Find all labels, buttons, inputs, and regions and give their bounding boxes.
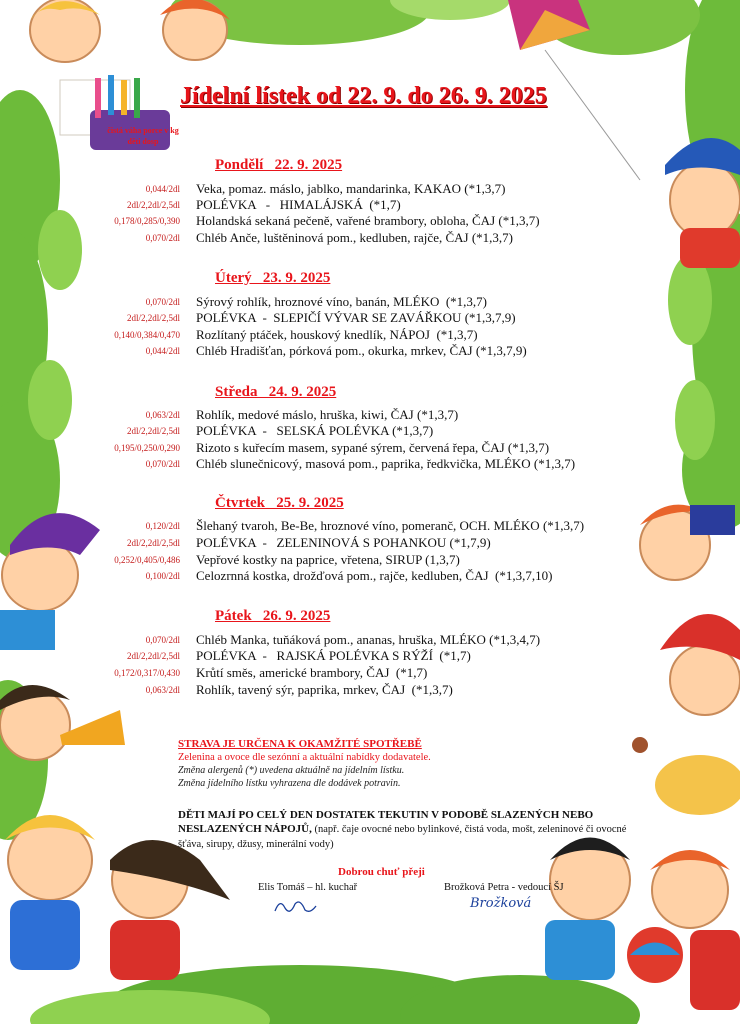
manager-signature: Brožková <box>470 896 532 911</box>
portion-size: 0,120/2dl <box>145 521 180 531</box>
manager-name: Brožková Petra - vedoucí ŠJ <box>444 882 564 893</box>
portion-size: 2dl/2,2dl/2,5dl <box>126 200 180 210</box>
meal-text: POLÉVKA - SELSKÁ POLÉVKA (*1,3,7) <box>196 423 434 438</box>
drinks-note <box>178 808 638 852</box>
allergen-note: Změna alergenů (*) uvedena aktuálně na jídelním lístku. <box>178 765 405 776</box>
portion-size: 0,063/2dl <box>145 685 180 695</box>
day-heading: Čtvrtek 25. 9. 2025 <box>215 495 344 511</box>
portion-size: 0,252/0,405/0,486 <box>114 555 180 565</box>
portion-size: 0,172/0,317/0,430 <box>114 668 180 678</box>
portion-size: 2dl/2,2dl/2,5dl <box>126 538 180 548</box>
menu-row <box>80 310 700 328</box>
portion-size: 0,044/2dl <box>145 346 180 356</box>
change-note: Změna jídelního lístku vyhrazena dle dodávek potravin. <box>178 778 401 789</box>
drinks-lead: DĚTI MAJÍ PO CELÝ DEN DOSTATEK TEKUTIN V PODOBĚ SLAZENÝCH NEBO NESLAZENÝCH NÁPOJŮ, <box>178 809 594 835</box>
cook-signature <box>270 896 320 918</box>
day-heading: Úterý 23. 9. 2025 <box>215 270 331 286</box>
meal-text: Vepřové kostky na paprice, vřetena, SIRUP (1,3,7) <box>196 552 460 567</box>
meal-text: POLÉVKA - RAJSKÁ POLÉVKA S RÝŽÍ (*1,7) <box>196 648 471 663</box>
portion-size: 0,070/2dl <box>145 233 180 243</box>
meal-text: Rizoto s kuřecím masem, sypané sýrem, červená řepa, ČAJ (*1,3,7) <box>196 440 550 455</box>
menu-row <box>80 648 700 666</box>
portion-size: 0,178/0,285/0,390 <box>114 216 180 226</box>
menu-row <box>80 423 700 441</box>
meal-text: Rozlítaný ptáček, houskový knedlík, NÁPOJ (*1,3,7) <box>196 327 478 342</box>
portion-size: 0,070/2dl <box>145 297 180 307</box>
drinks-detail: (např. čaje ovocné nebo bylinkové, čistá voda, mošt, zeleninové či ovocné šťáva, sirupy, džusy, minerální vody) <box>178 824 627 850</box>
day-heading: Pátek 26. 9. 2025 <box>215 608 331 624</box>
portion-note-line: děti dosp <box>127 137 159 146</box>
meal-text: POLÉVKA - ZELENINOVÁ S POHANKOU (*1,7,9) <box>196 535 491 550</box>
portion-size: 2dl/2,2dl/2,5dl <box>126 426 180 436</box>
greeting: Dobrou chuť přeji <box>338 866 425 878</box>
portion-size: 0,195/0,250/0,290 <box>114 443 180 453</box>
portion-size: 0,070/2dl <box>145 459 180 469</box>
portion-size: 0,063/2dl <box>145 410 180 420</box>
meal-text: Celozrnná kostka, drožďová pom., rajče, kedluben, ČAJ (*1,3,7,10) <box>196 568 553 583</box>
menu-row <box>80 568 700 586</box>
meal-text: Veka, pomaz. máslo, jablko, mandarinka, KAKAO (*1,3,7) <box>196 181 506 196</box>
meal-text: Chléb Anče, luštěninová pom., kedluben, rajče, ČAJ (*1,3,7) <box>196 230 513 245</box>
portion-size: 0,070/2dl <box>145 635 180 645</box>
portion-size: 2dl/2,2dl/2,5dl <box>126 651 180 661</box>
menu-row <box>80 343 700 361</box>
meal-text: Šlehaný tvaroh, Be-Be, hroznové víno, pomeranč, OCH. MLÉKO (*1,3,7) <box>196 518 585 533</box>
portion-note-line: čistá váha porce v kg <box>107 126 179 135</box>
meal-text: Sýrový rohlík, hroznové víno, banán, MLÉKO (*1,3,7) <box>196 294 488 309</box>
portion-size: 0,100/2dl <box>145 571 180 581</box>
portion-size: 0,044/2dl <box>145 184 180 194</box>
menu-row <box>80 535 700 553</box>
menu-notes <box>178 738 498 789</box>
meal-text: Chléb Manka, tuňáková pom., ananas, hruška, MLÉKO (*1,3,4,7) <box>196 632 541 647</box>
meal-text: Holandská sekaná pečeně, vařené brambory, obloha, ČAJ (*1,3,7) <box>196 213 540 228</box>
meal-text: Rohlík, tavený sýr, paprika, mrkev, ČAJ (*1,3,7) <box>196 682 453 697</box>
meal-text: POLÉVKA - SLEPIČÍ VÝVAR SE ZAVÁŘKOU (*1,3,7,9) <box>196 310 516 325</box>
menu-row <box>80 230 700 248</box>
menu-row <box>80 518 700 536</box>
day-heading: Středa 24. 9. 2025 <box>215 384 337 400</box>
menu-row <box>80 682 700 700</box>
meal-text: Chléb Hradišťan, pórková pom., okurka, mrkev, ČAJ (*1,3,7,9) <box>196 343 527 358</box>
meal-text: Rohlík, medové máslo, hruška, kiwi, ČAJ (*1,3,7) <box>196 407 459 422</box>
meal-text: Chléb slunečnicový, masová pom., paprika, ředkvička, MLÉKO (*1,3,7) <box>196 456 576 471</box>
consumption-note: STRAVA JE URČENA K OKAMŽITÉ SPOTŘEBĚ <box>178 738 422 750</box>
meal-text: POLÉVKA - HIMALÁJSKÁ (*1,7) <box>196 197 401 212</box>
cook-name: Elis Tomáš – hl. kuchař <box>258 882 358 893</box>
menu-row <box>80 456 700 474</box>
portion-size: 2dl/2,2dl/2,5dl <box>126 313 180 323</box>
menu-row <box>80 665 700 683</box>
portion-size: 0,140/0,384/0,470 <box>114 330 180 340</box>
meal-text: Krůtí směs, americké brambory, ČAJ (*1,7) <box>196 665 428 680</box>
vegetable-note: Zelenina a ovoce dle sezónní a aktuální nabídky dodavatele. <box>178 752 431 763</box>
menu-row <box>80 213 700 231</box>
menu-title: Jídelní lístek od 22. 9. do 26. 9. 2025 <box>180 83 547 109</box>
portion-note <box>103 125 183 147</box>
day-heading: Pondělí 22. 9. 2025 <box>215 157 343 173</box>
